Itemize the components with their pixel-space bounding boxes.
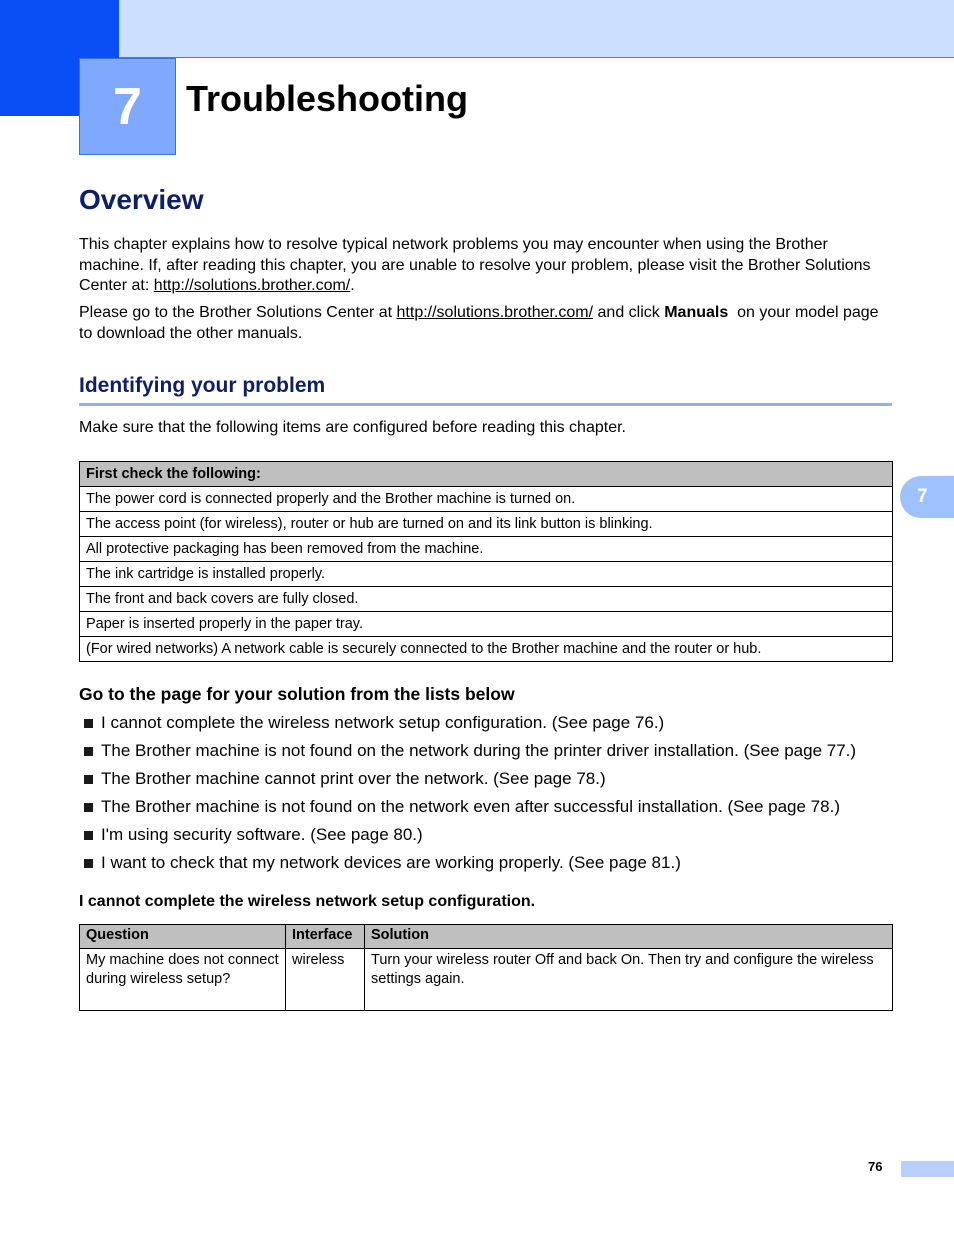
- identify-intro: Make sure that the following items are configured before reading this chapter.: [79, 419, 626, 436]
- interface-cell: wireless: [286, 949, 365, 1011]
- chapter-number: 7: [113, 77, 142, 136]
- overview-heading: Overview: [79, 184, 204, 215]
- table-row: [80, 637, 893, 662]
- p1-end: .: [350, 277, 355, 294]
- page-number: 76: [868, 1159, 883, 1174]
- side-tab-label: 7: [917, 486, 928, 507]
- table-row: [80, 562, 893, 587]
- list-item[interactable]: [84, 793, 856, 821]
- column-header-question: Question: [80, 925, 286, 949]
- question-cell: My machine does not connect during wireless setup?: [80, 949, 286, 1011]
- wireless-table: [79, 924, 893, 1011]
- first-check-table: [79, 461, 893, 662]
- square-bullet-icon: [84, 831, 93, 840]
- table-cell: The front and back covers are fully closed.: [80, 587, 893, 612]
- wireless-heading: I cannot complete the wireless network setup configuration.: [79, 893, 536, 910]
- list-item-text: I want to check that my network devices are working properly. (See page 81.): [101, 853, 681, 872]
- manuals-label: Manuals: [664, 304, 729, 321]
- p2-post: on your model page to download the other manuals.: [79, 304, 884, 342]
- overview-paragraph-2: [79, 303, 894, 344]
- list-item[interactable]: [84, 821, 856, 849]
- table-row: [80, 612, 893, 637]
- table-cell: All protective packaging has been removed from the machine.: [80, 537, 893, 562]
- square-bullet-icon: [84, 719, 93, 728]
- header-band: [119, 0, 954, 58]
- list-item[interactable]: [84, 737, 856, 765]
- list-item[interactable]: [84, 765, 856, 793]
- first-check-header: First check the following:: [80, 462, 893, 487]
- chapter-title: Troubleshooting: [186, 78, 468, 119]
- list-item-text: I'm using security software. (See page 80.): [101, 825, 423, 844]
- chapter-side-tab: [900, 476, 954, 518]
- square-bullet-icon: [84, 775, 93, 784]
- p2-pre: Please go to the Brother Solutions Center at: [79, 304, 397, 321]
- solutions-center-link[interactable]: http://solutions.brother.com/: [153, 277, 351, 294]
- list-item-text: I cannot complete the wireless network setup configuration. (See page 76.): [101, 713, 665, 732]
- table-cell: The power cord is connected properly and the Brother machine is turned on.: [80, 487, 893, 512]
- list-item[interactable]: [84, 709, 856, 737]
- table-cell: The ink cartridge is installed properly.: [80, 562, 893, 587]
- square-bullet-icon: [84, 747, 93, 756]
- list-item[interactable]: [84, 849, 856, 877]
- overview-paragraph-1: [79, 235, 894, 297]
- solutions-heading: Go to the page for your solution from the lists below: [79, 684, 515, 704]
- list-item-text: The Brother machine cannot print over the network. (See page 78.): [101, 769, 606, 788]
- table-row: [80, 949, 893, 1011]
- square-bullet-icon: [84, 803, 93, 812]
- column-header-solution: Solution: [365, 925, 893, 949]
- table-row: [80, 487, 893, 512]
- table-cell: (For wired networks) A network cable is securely connected to the Brother machine and the router or hub.: [80, 637, 893, 662]
- chapter-number-box: [79, 58, 176, 155]
- identify-heading: Identifying your problem: [79, 374, 892, 406]
- p2-mid: and click: [593, 304, 665, 321]
- table-cell: The access point (for wireless), router or hub are turned on and its link button is blinking.: [80, 512, 893, 537]
- column-header-interface: Interface: [286, 925, 365, 949]
- solution-cell: Turn your wireless router Off and back On. Then try and configure the wireless settings again.: [365, 949, 893, 1011]
- table-cell: Paper is inserted properly in the paper tray.: [80, 612, 893, 637]
- solutions-list: [84, 709, 856, 877]
- square-bullet-icon: [84, 859, 93, 868]
- table-row: [80, 512, 893, 537]
- list-item-text: The Brother machine is not found on the network during the printer driver installation. (See page 77.): [101, 741, 857, 760]
- table-row: [80, 537, 893, 562]
- p1-text: This chapter explains how to resolve typical network problems you may encounter when using the Brother machine. If, after reading this chapter, you are unable to resolve your problem, please visit the Brother Solutions Center at:: [79, 236, 871, 294]
- list-item-text: The Brother machine is not found on the network even after successful installation. (See page 78.): [101, 797, 840, 816]
- solutions-center-link-2[interactable]: http://solutions.brother.com/: [396, 304, 594, 321]
- table-row: [80, 587, 893, 612]
- page-number-bar: [901, 1161, 954, 1177]
